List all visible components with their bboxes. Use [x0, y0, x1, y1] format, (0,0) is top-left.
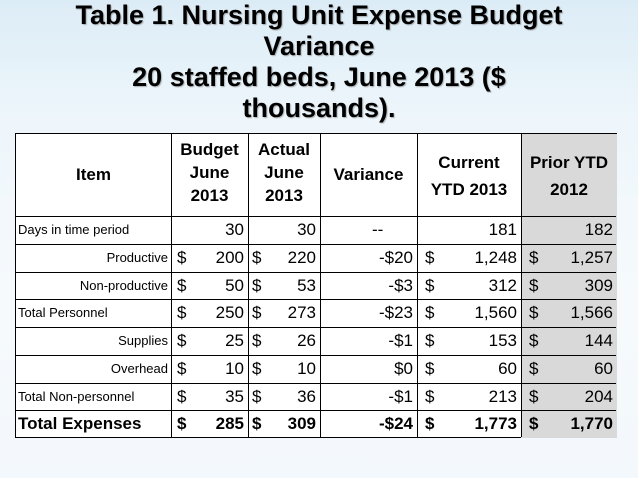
- header-prior-line: Prior YTD: [529, 153, 609, 172]
- actual-value: 53: [297, 275, 316, 295]
- current-cell: [417, 299, 521, 327]
- budget-cell: [171, 327, 248, 355]
- current-value: 1,248: [474, 247, 517, 267]
- header-actual-line: 2013: [265, 186, 303, 205]
- dollar-sign: $: [177, 414, 187, 434]
- prior-value: 1,770: [570, 414, 613, 434]
- row-divider: [16, 299, 616, 300]
- actual-value: 309: [287, 414, 316, 434]
- budget-cell: [171, 244, 248, 272]
- prior-value: 144: [584, 331, 613, 350]
- variance-value: --: [372, 220, 384, 239]
- variance-cell: [320, 410, 417, 438]
- actual-value: 30: [297, 220, 316, 239]
- prior-cell: [521, 299, 617, 327]
- current-value: 181: [488, 220, 517, 239]
- actual-value: 10: [297, 358, 316, 378]
- budget-cell: [171, 410, 248, 438]
- budget-value: 35: [225, 386, 244, 406]
- dollar-sign: $: [252, 331, 262, 350]
- dollar-sign: $: [425, 331, 435, 350]
- dollar-sign: $: [252, 386, 262, 406]
- dollar-sign: $: [252, 275, 262, 295]
- current-value: 1,560: [474, 303, 517, 323]
- header-budget-line: June: [189, 163, 230, 182]
- budget-cell: [171, 299, 248, 327]
- header-current-line: YTD 2013: [430, 180, 508, 199]
- variance-value: -$24: [378, 414, 413, 434]
- dollar-sign: $: [425, 303, 435, 323]
- prior-cell: [521, 216, 617, 244]
- variance-value: -$1: [388, 331, 413, 350]
- prior-value: 60: [594, 358, 613, 378]
- prior-value: 309: [584, 275, 613, 295]
- budget-value: 50: [225, 275, 244, 295]
- table-row: [16, 244, 616, 272]
- variance-cell: [320, 272, 417, 300]
- budget-value: 25: [225, 331, 244, 350]
- header-current-ytd: [417, 134, 521, 216]
- row-divider: [16, 327, 616, 328]
- header-current-line: Current: [438, 153, 500, 172]
- row-label: Total Non-personnel: [18, 388, 135, 404]
- variance-value: -$20: [378, 247, 413, 267]
- row-label: Supplies: [118, 333, 168, 348]
- row-label: Days in time period: [18, 222, 130, 237]
- current-value: 213: [488, 386, 517, 406]
- prior-value: 182: [584, 220, 613, 239]
- variance-value: -$3: [388, 275, 413, 295]
- header-variance: Variance: [333, 165, 404, 184]
- dollar-sign: $: [529, 414, 539, 434]
- actual-cell: [248, 410, 320, 438]
- row-divider: [16, 272, 616, 273]
- prior-value: 1,257: [570, 247, 613, 267]
- current-cell: [417, 272, 521, 300]
- dollar-sign: $: [177, 386, 187, 406]
- header-actual: [248, 134, 320, 216]
- row-divider: [16, 244, 616, 245]
- column-divider: [417, 134, 418, 437]
- current-value: 1,773: [474, 414, 517, 434]
- title-line: Variance: [263, 31, 375, 61]
- header-prior-ytd: [521, 134, 617, 216]
- dollar-sign: $: [252, 247, 262, 267]
- dollar-sign: $: [529, 386, 539, 406]
- current-cell: [417, 410, 521, 438]
- dollar-sign: $: [252, 358, 262, 378]
- variance-cell: [320, 216, 417, 244]
- budget-value: 30: [225, 220, 244, 239]
- dollar-sign: $: [177, 331, 187, 350]
- budget-cell: [171, 383, 248, 411]
- prior-cell: [521, 410, 617, 438]
- variance-value: $0: [394, 358, 413, 378]
- actual-cell: [248, 216, 320, 244]
- header-actual-line: June: [264, 163, 304, 182]
- title-line: 20 staffed beds, June 2013 ($: [132, 62, 506, 92]
- dollar-sign: $: [177, 247, 187, 267]
- dollar-sign: $: [177, 303, 187, 323]
- row-divider: [16, 410, 616, 411]
- actual-cell: [248, 299, 320, 327]
- budget-cell: [171, 355, 248, 383]
- dollar-sign: $: [177, 358, 187, 378]
- current-cell: [417, 327, 521, 355]
- row-divider: [16, 216, 616, 217]
- title-line: Table 1. Nursing Unit Expense Budget: [75, 0, 563, 30]
- table-row: [16, 355, 616, 383]
- current-value: 312: [488, 275, 517, 295]
- actual-cell: [248, 383, 320, 411]
- slide-title: [0, 0, 638, 124]
- budget-value: 200: [215, 247, 244, 267]
- actual-value: 220: [287, 247, 316, 267]
- dollar-sign: $: [529, 247, 539, 267]
- row-label: Total Personnel: [18, 305, 108, 321]
- table-row: [16, 410, 616, 438]
- column-divider: [248, 134, 249, 437]
- actual-value: 26: [297, 331, 316, 350]
- prior-value: 204: [584, 386, 613, 406]
- table-row: [16, 272, 616, 300]
- dollar-sign: $: [425, 247, 435, 267]
- column-divider: [320, 134, 321, 437]
- budget-value: 285: [215, 414, 244, 434]
- column-divider: [171, 134, 172, 437]
- variance-cell: [320, 244, 417, 272]
- current-cell: [417, 355, 521, 383]
- table-row: [16, 299, 616, 327]
- variance-value: -$1: [388, 386, 413, 406]
- dollar-sign: $: [425, 386, 435, 406]
- actual-cell: [248, 272, 320, 300]
- row-label: Productive: [106, 249, 168, 265]
- row-label: Overhead: [110, 360, 168, 376]
- actual-cell: [248, 244, 320, 272]
- prior-value: 1,566: [570, 303, 613, 323]
- table-row: [16, 327, 616, 355]
- variance-cell: [320, 383, 417, 411]
- prior-cell: [521, 272, 617, 300]
- dollar-sign: $: [529, 303, 539, 323]
- variance-value: -$23: [378, 303, 413, 323]
- row-label: Total Expenses: [18, 414, 142, 434]
- header-actual-line: Actual: [258, 140, 310, 159]
- column-divider: [521, 134, 522, 437]
- variance-cell: [320, 327, 417, 355]
- current-cell: [417, 244, 521, 272]
- row-divider: [16, 383, 616, 384]
- table-row: [16, 383, 616, 411]
- prior-cell: [521, 355, 617, 383]
- prior-cell: [521, 244, 617, 272]
- header-item: Item: [76, 165, 111, 184]
- actual-value: 273: [287, 303, 316, 323]
- actual-value: 36: [297, 386, 316, 406]
- actual-cell: [248, 355, 320, 383]
- table-header-row: [16, 134, 616, 216]
- header-budget: [171, 134, 248, 216]
- budget-value: 10: [225, 358, 244, 378]
- prior-cell: [521, 327, 617, 355]
- dollar-sign: $: [252, 414, 262, 434]
- dollar-sign: $: [425, 358, 435, 378]
- budget-value: 250: [215, 303, 244, 323]
- current-cell: [417, 383, 521, 411]
- row-label: Non-productive: [79, 277, 168, 293]
- row-divider: [16, 355, 616, 356]
- current-value: 153: [488, 331, 517, 350]
- dollar-sign: $: [177, 275, 187, 295]
- title-line: thousands).: [242, 93, 396, 123]
- variance-cell: [320, 355, 417, 383]
- dollar-sign: $: [252, 303, 262, 323]
- budget-cell: [171, 272, 248, 300]
- prior-cell: [521, 383, 617, 411]
- dollar-sign: $: [529, 331, 539, 350]
- current-cell: [417, 216, 521, 244]
- header-budget-line: 2013: [190, 186, 229, 205]
- actual-cell: [248, 327, 320, 355]
- dollar-sign: $: [529, 358, 539, 378]
- dollar-sign: $: [425, 275, 435, 295]
- expense-variance-table: [15, 133, 617, 438]
- current-value: 60: [498, 358, 517, 378]
- table-row: [16, 216, 616, 244]
- dollar-sign: $: [425, 414, 435, 434]
- budget-cell: [171, 216, 248, 244]
- dollar-sign: $: [529, 275, 539, 295]
- header-budget-line: Budget: [180, 140, 239, 159]
- header-prior-line: 2012: [550, 180, 588, 199]
- variance-cell: [320, 299, 417, 327]
